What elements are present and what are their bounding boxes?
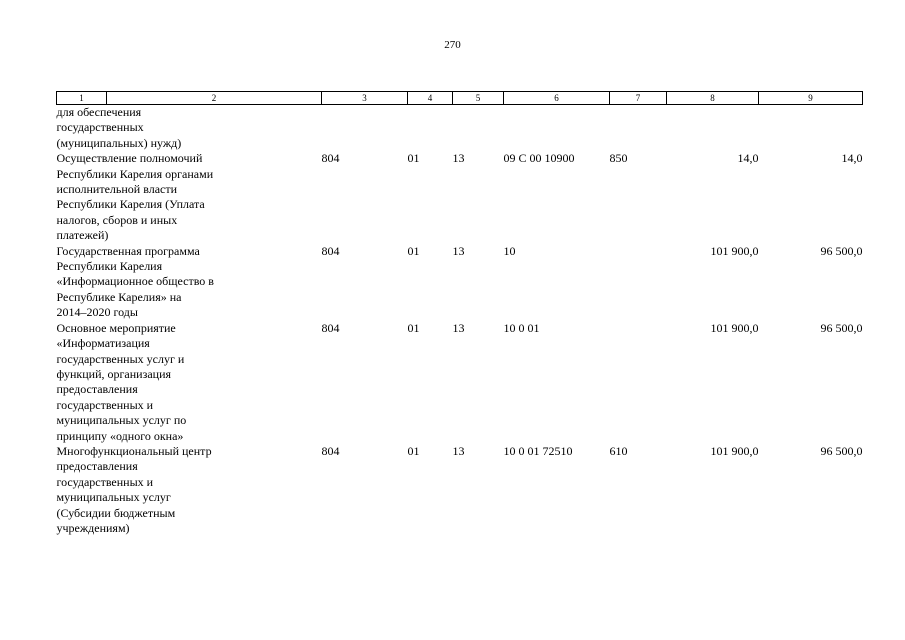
amount-year-2: 96 500,0 — [820, 443, 863, 458]
expense-type-code — [610, 321, 667, 444]
column-header: 6 — [504, 92, 610, 105]
column-header: 9 — [759, 92, 863, 105]
column-header: 8 — [667, 92, 759, 105]
column-header: 1 — [57, 92, 107, 105]
amount-year-2: 96 500,0 — [820, 243, 863, 258]
section-code: 01 — [407, 151, 420, 166]
expense-type-code: 850 — [609, 151, 628, 166]
section-code — [408, 105, 453, 152]
expense-type-code — [610, 244, 667, 321]
subsection-code: 13 — [452, 443, 465, 458]
expense-type-code: 610 — [609, 443, 628, 458]
table-row — [57, 151, 863, 243]
ministry-code: 804 — [321, 320, 340, 335]
amount-year-1: 101 900,0 — [710, 320, 759, 335]
section-code: 01 — [407, 443, 420, 458]
table-row — [57, 244, 863, 321]
item-name-cell — [57, 321, 322, 444]
subsection-code: 13 — [452, 320, 465, 335]
subsection-code: 13 — [452, 243, 465, 258]
column-header: 4 — [408, 92, 453, 105]
column-header: 2 — [107, 92, 322, 105]
ministry-code: 804 — [321, 151, 340, 166]
table-row — [57, 321, 863, 444]
amount-year-1 — [667, 105, 759, 152]
item-name-cell — [57, 244, 322, 321]
item-name-cell — [57, 444, 322, 536]
budget-table — [56, 91, 863, 536]
table-row — [57, 444, 863, 536]
item-name-cell — [57, 105, 322, 152]
target-code: 10 0 01 72510 — [503, 443, 573, 458]
column-number-row — [57, 92, 863, 105]
column-header: 5 — [453, 92, 504, 105]
item-name: Основное мероприятие «Информатизация государственных услуг и функций, организация предоставления государственных и муниципальных услуг по принципу «одного окна» — [56, 320, 187, 443]
subsection-code — [453, 105, 504, 152]
target-code: 10 0 01 — [503, 320, 540, 335]
item-name: Государственная программа Республики Карелия «Информационное общество в Республике Карелия» на 2014–2020 годы — [56, 243, 214, 320]
section-code: 01 — [407, 243, 420, 258]
page-number: 270 — [444, 39, 461, 51]
column-header: 3 — [322, 92, 408, 105]
amount-year-1: 101 900,0 — [710, 443, 759, 458]
item-name: для обеспечения государственных (муниципальных) нужд) — [56, 105, 182, 150]
item-name: Многофункциональный центр предоставления государственных и муниципальных услуг (Субсидии бюджетным учреждениям) — [56, 443, 212, 535]
expense-type-code — [610, 105, 667, 152]
amount-year-2: 14,0 — [841, 151, 863, 166]
item-name-cell — [57, 151, 322, 243]
amount-year-2: 96 500,0 — [820, 320, 863, 335]
amount-year-1: 14,0 — [737, 151, 759, 166]
ministry-code — [322, 105, 408, 152]
table-row — [57, 105, 863, 152]
ministry-code: 804 — [321, 443, 340, 458]
ministry-code: 804 — [321, 243, 340, 258]
subsection-code: 13 — [452, 151, 465, 166]
target-code — [504, 105, 610, 152]
column-header: 7 — [610, 92, 667, 105]
amount-year-1: 101 900,0 — [710, 243, 759, 258]
item-name: Осуществление полномочий Республики Карелия органами исполнительной власти Республики Карелия (Уплата налогов, сборов и иных платежей) — [56, 151, 214, 243]
section-code: 01 — [407, 320, 420, 335]
target-code: 09 С 00 10900 — [503, 151, 575, 166]
amount-year-2 — [759, 105, 863, 152]
target-code: 10 — [503, 243, 516, 258]
